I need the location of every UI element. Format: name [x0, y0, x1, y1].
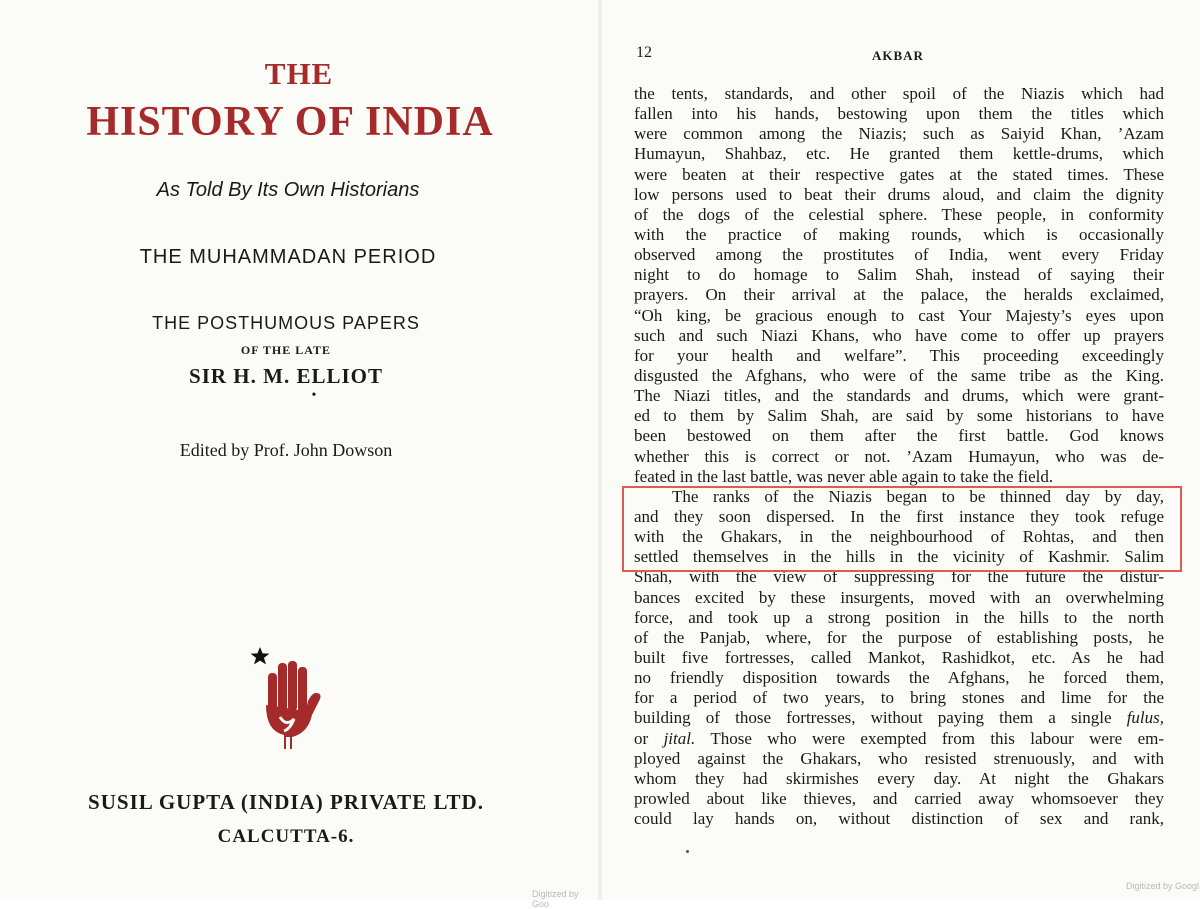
text-line: force, and took up a strong position in the hills to the north	[634, 607, 1164, 627]
text-line: ployed against the Ghakars, who resisted strenuously, and with	[634, 748, 1164, 768]
text-line: for your health and welfare”. This proceeding exceedingly	[634, 345, 1164, 365]
text-line: no friendly disposition towards the Afghans, he forced them,	[634, 668, 1164, 688]
author-name: SIR H. M. ELLIOT	[189, 364, 383, 388]
of-the-late-line: OF THE LATE	[240, 343, 332, 357]
page-number: 12	[636, 44, 652, 61]
running-head: AKBAR	[872, 48, 924, 63]
ornament-dot: •	[311, 388, 317, 403]
text-line: ed to them by Salim Shah, are said by some historians to have	[634, 406, 1164, 426]
text-line: the tents, standards, and other spoil of the Niazis which had	[634, 84, 1164, 103]
left-page	[0, 0, 598, 909]
title-line-1: THE	[264, 56, 334, 91]
text-line: were common among the Niazis; such as Saiyid Khan, ’Azam	[634, 124, 1164, 144]
text-line: The Niazi titles, and the standards and drums, which were grant-	[634, 386, 1164, 406]
line-text: Those who were exempted from this labour were em-	[710, 728, 1164, 748]
text-line: prayers. On their arrival at the palace, the heralds exclaimed,	[634, 285, 1164, 305]
ink-speck	[686, 850, 689, 853]
posthumous-papers-line: THE POSTHUMOUS PAPERS	[152, 313, 420, 333]
text-line: for a period of two years, to bring stones and lime for the	[634, 688, 1164, 708]
text-line: bances excited by these insurgents, moved with an overwhelming	[634, 587, 1164, 607]
text-line: were beaten at their respective gates at the stated times. These	[634, 164, 1164, 184]
watermark-right: Digitized by Googl	[1126, 881, 1200, 891]
star-and-hand-emblem-icon	[250, 645, 330, 755]
title-line-2: HISTORY OF INDIA	[86, 99, 494, 145]
text-line: built five fortresses, called Mankot, Rashidkot, etc. As he had	[634, 647, 1164, 667]
text-line: could lay hands on, without distinction of sex and rank,	[634, 809, 1164, 829]
text-line: of the dogs of the celestial sphere. These people, in conformity	[634, 204, 1164, 224]
line-text: or	[634, 728, 649, 748]
text-line: disgusted the Afghans, who were of the same tribe as the King.	[634, 365, 1164, 385]
text-line: prowled about like thieves, and carried away whomsoever they	[634, 788, 1164, 808]
text-line: fallen into his hands, bestowing upon them the titles which	[634, 104, 1164, 124]
text-line: settled themselves in the hills in the vicinity of Kashmir. Salim	[634, 547, 1164, 567]
watermark-left: Digitized by Goo	[532, 889, 579, 909]
text-line: Shah, with the view of suppressing for the future the distur-	[634, 567, 1164, 587]
text-line: Humayun, Shahbaz, etc. He granted them kettle-drums, which	[634, 144, 1164, 164]
text-line: and they soon dispersed. In the first instance they took refuge	[634, 506, 1164, 526]
text-line: The ranks of the Niazis began to be thinned day by day,	[672, 486, 1164, 506]
text-line: whom they had skirmishes every day. At night the Ghakars	[634, 768, 1164, 788]
text-line: “Oh king, be gracious enough to cast Your Majesty’s eyes upon	[634, 305, 1164, 325]
text-line: with the practice of making rounds, which is occasionally	[634, 224, 1164, 244]
editor-line: Edited by Prof. John Dowson	[179, 440, 393, 460]
publisher-city: CALCUTTA-6.	[217, 826, 355, 847]
italic-term-fulus: fulus,	[1126, 708, 1165, 728]
text-line: such and such Niazi Khans, who have come to offer up prayers	[634, 325, 1164, 345]
text-line: observed among the prostitutes of India, went every Friday	[634, 245, 1164, 265]
publisher-name: SUSIL GUPTA (INDIA) PRIVATE LTD.	[88, 790, 484, 814]
italic-term-jital: jital.	[663, 728, 696, 748]
text-line-with-italic	[634, 708, 1164, 728]
line-text: building of those fortresses, without paying them a single	[634, 708, 1112, 728]
text-line: with the Ghakars, in the neighbourhood of Rohtas, and then	[634, 527, 1164, 547]
text-line: feated in the last battle, was never able again to take the field.	[634, 466, 1054, 486]
text-line: of the Panjab, where, for the purpose of establishing posts, he	[634, 627, 1164, 647]
text-line: night to do homage to Salim Shah, instead of saying their	[634, 265, 1164, 285]
text-line: been bestowed on them after the first battle. God knows	[634, 426, 1164, 446]
body-text	[634, 84, 1164, 829]
subtitle: As Told By Its Own Historians	[156, 179, 420, 201]
text-line: whether this is correct or not. ’Azam Humayun, who was de-	[634, 446, 1164, 466]
text-line: low persons used to beat their drums aloud, and claim the dignity	[634, 184, 1164, 204]
highlight-box	[622, 486, 1182, 572]
period-heading: THE MUHAMMADAN PERIOD	[139, 246, 437, 268]
text-line-with-italic	[634, 729, 1164, 749]
